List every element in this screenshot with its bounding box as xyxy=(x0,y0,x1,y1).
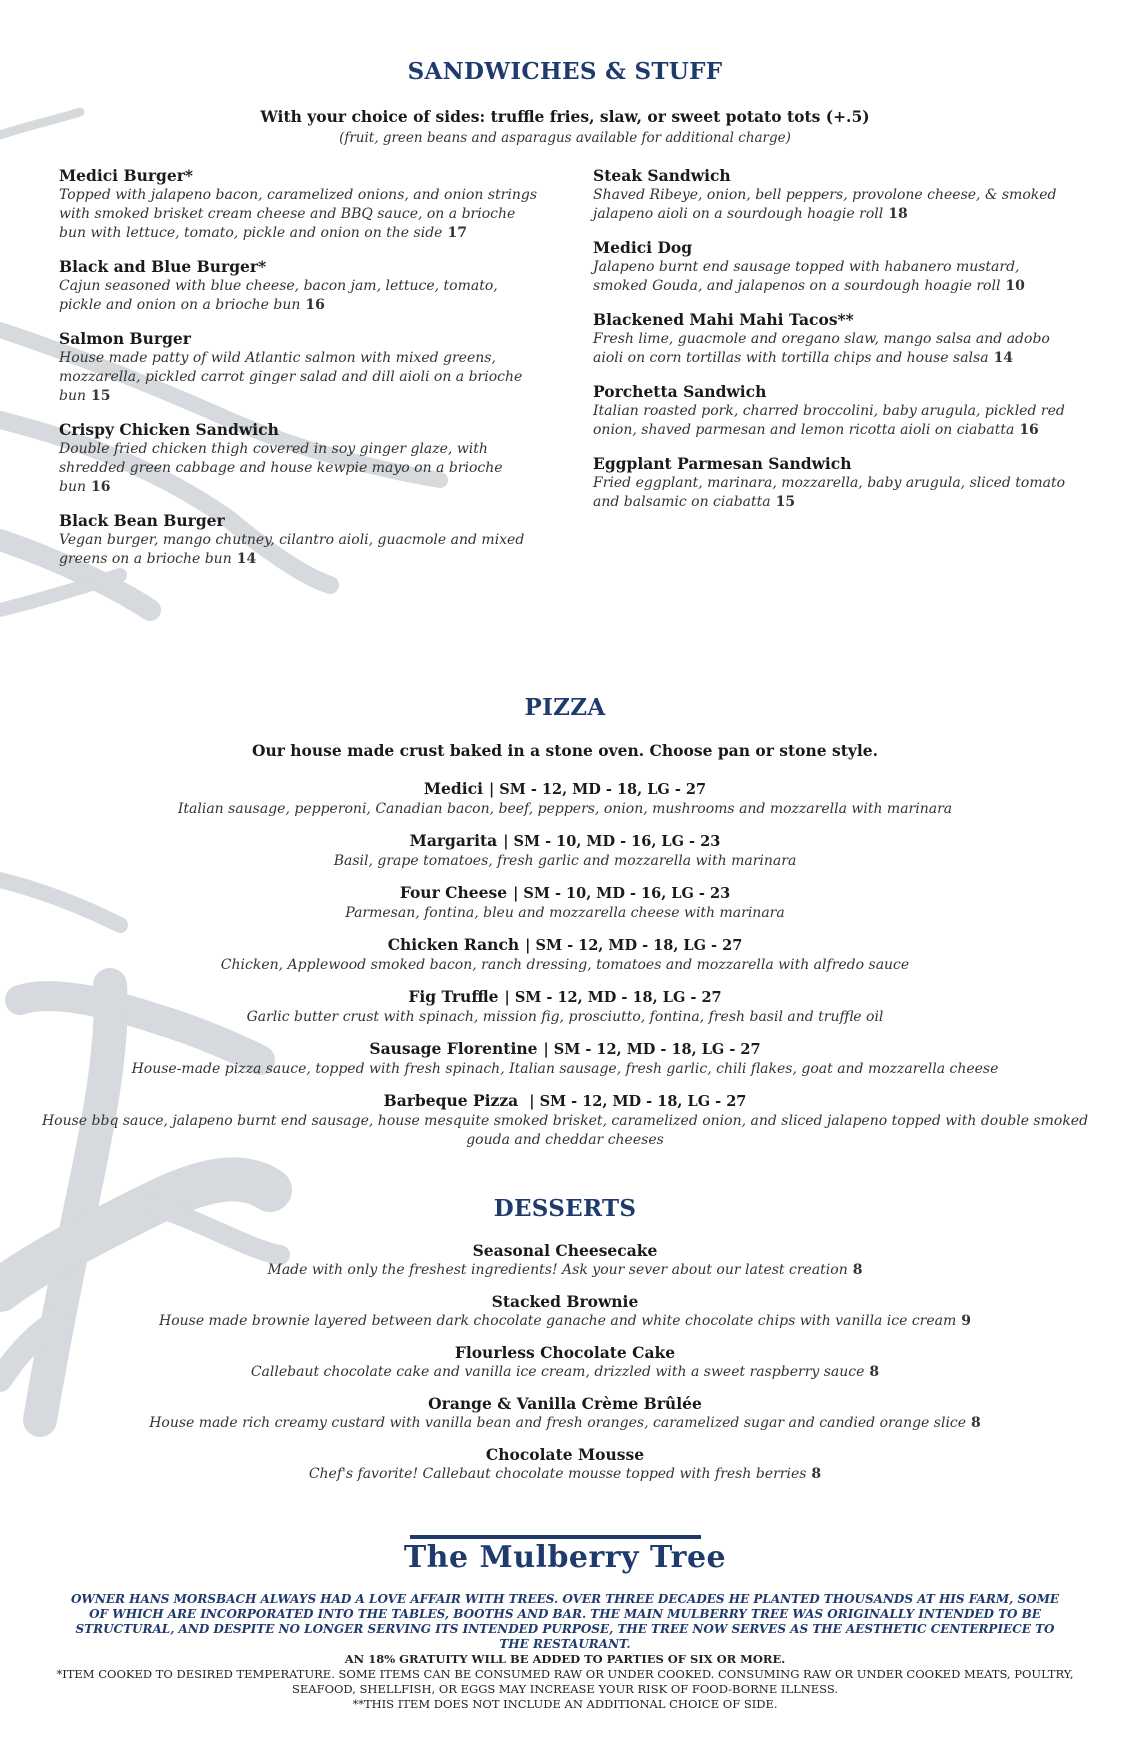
sandwich-item xyxy=(593,381,1073,440)
item-price: 16 xyxy=(1019,422,1039,438)
pizza-title: PIZZA xyxy=(524,694,606,721)
item-price: 8 xyxy=(852,1262,863,1278)
item-name-row xyxy=(593,309,1073,330)
item-name-row xyxy=(593,453,1073,474)
item-sizes: | SM - 12, MD - 18, LG - 27 xyxy=(543,1041,761,1058)
item-description xyxy=(40,1363,1090,1382)
sandwich-item xyxy=(59,510,539,569)
item-description-text: Italian sausage, pepperoni, Canadian bacon, beef, peppers, onion, mushrooms and mozzarella with marinara xyxy=(177,801,953,817)
item-name: Orange & Vanilla Crème Brûlée xyxy=(428,1394,702,1413)
sandwich-item xyxy=(593,453,1073,512)
item-name-row xyxy=(40,1292,1090,1312)
sandwiches-left-column xyxy=(59,165,539,582)
dessert-item xyxy=(40,1241,1090,1280)
item-sizes: | SM - 10, MD - 16, LG - 23 xyxy=(513,885,731,902)
item-description-text: Italian roasted pork, charred broccolini, baby arugula, pickled red onion, shaved parmesan and lemon ricotta aioli on ciabatta xyxy=(593,403,1065,438)
dessert-item xyxy=(40,1445,1090,1484)
item-description xyxy=(40,1112,1090,1150)
item-description xyxy=(40,1060,1090,1079)
item-description xyxy=(40,1008,1090,1027)
dessert-item xyxy=(40,1292,1090,1331)
item-description-text: House bbq sauce, jalapeno burnt end sausage, house mesquite smoked brisket, caramelized onion, and sliced jalapeno topped with double smoked gouda and cheddar cheeses xyxy=(41,1113,1089,1148)
item-description-text: Chef's favorite! Callebaut chocolate mousse topped with fresh berries xyxy=(308,1466,807,1482)
item-sizes: | SM - 12, MD - 18, LG - 27 xyxy=(525,937,743,954)
item-description xyxy=(40,852,1090,871)
pizza-intro: Our house made crust baked in a stone oven. Choose pan or stone style. xyxy=(251,741,879,760)
pizza-list xyxy=(40,779,1090,1162)
item-name: Four Cheese xyxy=(399,883,508,902)
item-description-text: Basil, grape tomatoes, fresh garlic and mozzarella with marinara xyxy=(333,853,797,869)
sides-note: With your choice of sides: truffle fries, slaw, or sweet potato tots (+.5) xyxy=(260,107,870,126)
item-description-text: House made patty of wild Atlantic salmon with mixed greens, mozzarella, pickled carrot ginger salad and dill aioli on a brioche bun xyxy=(59,350,523,404)
item-name: Fig Truffle xyxy=(408,987,499,1006)
item-description-text: Garlic butter crust with spinach, mission fig, prosciutto, fontina, fresh basil and truffle oil xyxy=(246,1009,884,1025)
item-description xyxy=(59,440,539,497)
sandwich-item xyxy=(59,419,539,497)
item-name: Seasonal Cheesecake xyxy=(472,1241,658,1260)
item-name-row xyxy=(40,935,1090,956)
item-description-text: Chicken, Applewood smoked bacon, ranch dressing, tomatoes and mozzarella with alfredo sauce xyxy=(220,957,910,973)
item-name: Flourless Chocolate Cake xyxy=(454,1343,676,1362)
item-description xyxy=(593,258,1073,296)
sides-extra-note: (fruit, green beans and asparagus available for additional charge) xyxy=(339,130,791,146)
item-name: Crispy Chicken Sandwich xyxy=(59,420,279,439)
item-price: 15 xyxy=(91,388,111,404)
mulberry-story: OWNER HANS MORSBACH ALWAYS HAD A LOVE AFFAIR WITH TREES. OVER THREE DECADES HE PLANTED THOUSANDS AT HIS FARM, SOME OF WHICH ARE INCORPORATED INTO THE TABLES, BOOTHS AND BAR. THE MAIN MULBERRY TREE WAS ORIGINALLY INTENDED TO BE STRUCTURAL, AND DESPITE NO LONGER SERVING ITS INTENDED PURPOSE, THE TREE NOW SERVES AS THE AESTHETIC CENTERPIECE TO THE RESTAURANT. xyxy=(70,1592,1060,1651)
item-sizes: | SM - 12, MD - 18, LG - 27 xyxy=(524,1093,747,1110)
item-name-row xyxy=(40,779,1090,800)
sandwich-item xyxy=(59,328,539,406)
item-description-text: House made rich creamy custard with vanilla bean and fresh oranges, caramelized sugar and candied orange slice xyxy=(149,1415,967,1431)
item-sizes: | SM - 10, MD - 16, LG - 23 xyxy=(503,833,721,850)
item-description xyxy=(593,330,1073,368)
item-name-row xyxy=(40,1394,1090,1414)
item-price: 9 xyxy=(961,1313,972,1329)
item-name-row xyxy=(59,165,539,186)
mulberry-tree-title: The Mulberry Tree xyxy=(403,1540,727,1575)
item-description xyxy=(40,1261,1090,1280)
no-side-note: **THIS ITEM DOES NOT INCLUDE AN ADDITIONAL CHOICE OF SIDE. xyxy=(352,1697,778,1711)
item-name-row xyxy=(59,510,539,531)
pizza-item xyxy=(40,831,1090,871)
item-name-row xyxy=(593,237,1073,258)
item-description xyxy=(40,800,1090,819)
sandwich-item xyxy=(593,237,1073,296)
item-description-text: Fresh lime, guacmole and oregano slaw, mango salsa and adobo aioli on corn tortillas with tortilla chips and house salsa xyxy=(593,331,1050,366)
item-name: Medici xyxy=(423,779,483,798)
item-description xyxy=(59,531,539,569)
pizza-item xyxy=(40,935,1090,975)
item-description xyxy=(593,474,1073,512)
item-description-text: Made with only the freshest ingredients! Ask your sever about our latest creation xyxy=(267,1262,848,1278)
item-name: Barbeque Pizza xyxy=(383,1091,519,1110)
dessert-item xyxy=(40,1394,1090,1433)
item-description xyxy=(40,904,1090,923)
item-price: 14 xyxy=(236,551,257,567)
item-sizes: | SM - 12, MD - 18, LG - 27 xyxy=(504,989,722,1006)
gratuity-note: AN 18% GRATUITY WILL BE ADDED TO PARTIES OF SIX OR MORE. xyxy=(344,1652,786,1666)
item-price: 16 xyxy=(305,297,325,313)
item-name-row xyxy=(593,165,1073,186)
item-name: Stacked Brownie xyxy=(491,1292,639,1311)
item-description xyxy=(40,1465,1090,1484)
item-description-text: Callebaut chocolate cake and vanilla ice cream, drizzled with a sweet raspberry sauce xyxy=(250,1364,865,1380)
item-name-row xyxy=(59,256,539,277)
item-price: 10 xyxy=(1005,278,1025,294)
item-description-text: Jalapeno burnt end sausage topped with habanero mustard, smoked Gouda, and jalapenos on a sourdough hoagie roll xyxy=(593,259,1020,294)
dessert-item xyxy=(40,1343,1090,1382)
pizza-item xyxy=(40,779,1090,819)
item-name-row xyxy=(40,1039,1090,1060)
item-description-text: Fried eggplant, marinara, mozzarella, baby arugula, sliced tomato and balsamic on ciabatta xyxy=(593,475,1065,510)
item-description xyxy=(593,186,1073,224)
item-name-row xyxy=(59,419,539,440)
item-name-row xyxy=(40,1241,1090,1261)
item-name: Eggplant Parmesan Sandwich xyxy=(593,454,852,473)
item-description xyxy=(59,349,539,406)
item-description-text: Cajun seasoned with blue cheese, bacon jam, lettuce, tomato, pickle and onion on a brioche bun xyxy=(59,278,498,313)
item-name: Medici Dog xyxy=(593,238,693,257)
item-name: Medici Burger* xyxy=(59,166,193,185)
item-name: Salmon Burger xyxy=(59,329,191,348)
item-price: 18 xyxy=(888,206,908,222)
item-name: Porchetta Sandwich xyxy=(593,382,767,401)
item-description xyxy=(59,277,539,315)
sandwich-item xyxy=(59,165,539,243)
item-name-row xyxy=(40,987,1090,1008)
sandwiches-right-column xyxy=(593,165,1073,525)
item-name-row xyxy=(40,1343,1090,1363)
item-price: 14 xyxy=(993,350,1014,366)
item-name: Sausage Florentine xyxy=(369,1039,538,1058)
item-description xyxy=(40,1414,1090,1433)
item-name: Chicken Ranch xyxy=(387,935,520,954)
item-name-row xyxy=(40,883,1090,904)
item-name-row xyxy=(593,381,1073,402)
item-description-text: Vegan burger, mango chutney, cilantro aioli, guacmole and mixed greens on a brioche bun xyxy=(59,532,525,567)
item-price: 8 xyxy=(811,1466,822,1482)
item-name: Chocolate Mousse xyxy=(485,1445,645,1464)
item-name-row xyxy=(40,1091,1090,1112)
item-name: Margarita xyxy=(409,831,498,850)
pizza-item xyxy=(40,883,1090,923)
sandwich-item xyxy=(593,309,1073,368)
sandwiches-title: SANDWICHES & STUFF xyxy=(407,58,723,85)
item-description xyxy=(40,956,1090,975)
item-description-text: Topped with jalapeno bacon, caramelized onions, and onion strings with smoked brisket cream cheese and BBQ sauce, on a brioche bun with lettuce, tomato, pickle and onion on the side xyxy=(59,187,538,241)
item-name: Black and Blue Burger* xyxy=(59,257,267,276)
pizza-item xyxy=(40,987,1090,1027)
item-description-text: House-made pizza sauce, topped with fresh spinach, Italian sausage, fresh garlic, chili flakes, goat and mozzarella cheese xyxy=(131,1061,999,1077)
desserts-list xyxy=(40,1241,1090,1496)
item-name-row xyxy=(40,1445,1090,1465)
item-description-text: Double fried chicken thigh covered in soy ginger glaze, with shredded green cabbage and house kewpie mayo on a brioche bun xyxy=(59,441,503,495)
item-price: 16 xyxy=(91,479,111,495)
sandwich-item xyxy=(593,165,1073,224)
item-description-text: House made brownie layered between dark chocolate ganache and white chocolate chips with vanilla ice cream xyxy=(158,1313,957,1329)
item-name: Black Bean Burger xyxy=(59,511,225,530)
item-name-row xyxy=(59,328,539,349)
item-description xyxy=(40,1312,1090,1331)
pizza-item xyxy=(40,1039,1090,1079)
pizza-item xyxy=(40,1091,1090,1150)
desserts-title: DESSERTS xyxy=(493,1195,637,1222)
item-price: 8 xyxy=(869,1364,880,1380)
item-name: Steak Sandwich xyxy=(593,166,731,185)
item-price: 17 xyxy=(447,225,467,241)
item-sizes: | SM - 12, MD - 18, LG - 27 xyxy=(488,781,707,798)
item-name-row xyxy=(40,831,1090,852)
item-price: 15 xyxy=(775,494,796,510)
title-divider xyxy=(410,1535,701,1539)
item-description xyxy=(593,402,1073,440)
item-description-text: Parmesan, fontina, bleu and mozzarella cheese with marinara xyxy=(345,905,785,921)
item-name: Blackened Mahi Mahi Tacos** xyxy=(593,310,854,329)
raw-food-warning: *ITEM COOKED TO DESIRED TEMPERATURE. SOME ITEMS CAN BE CONSUMED RAW OR UNDER COOKED. CONSUMING RAW OR UNDER COOKED MEATS, POULTRY, SEAFOOD, SHELLFISH, OR EGGS MAY INCREASE YOUR RISK OF FOOD-BORNE ILLNESS. xyxy=(56,1667,1074,1696)
item-price: 8 xyxy=(971,1415,981,1431)
item-description-text: Shaved Ribeye, onion, bell peppers, provolone cheese, & smoked jalapeno aioli on a sourdough hoagie roll xyxy=(593,187,1057,222)
sandwich-item xyxy=(59,256,539,315)
item-description xyxy=(59,186,539,243)
